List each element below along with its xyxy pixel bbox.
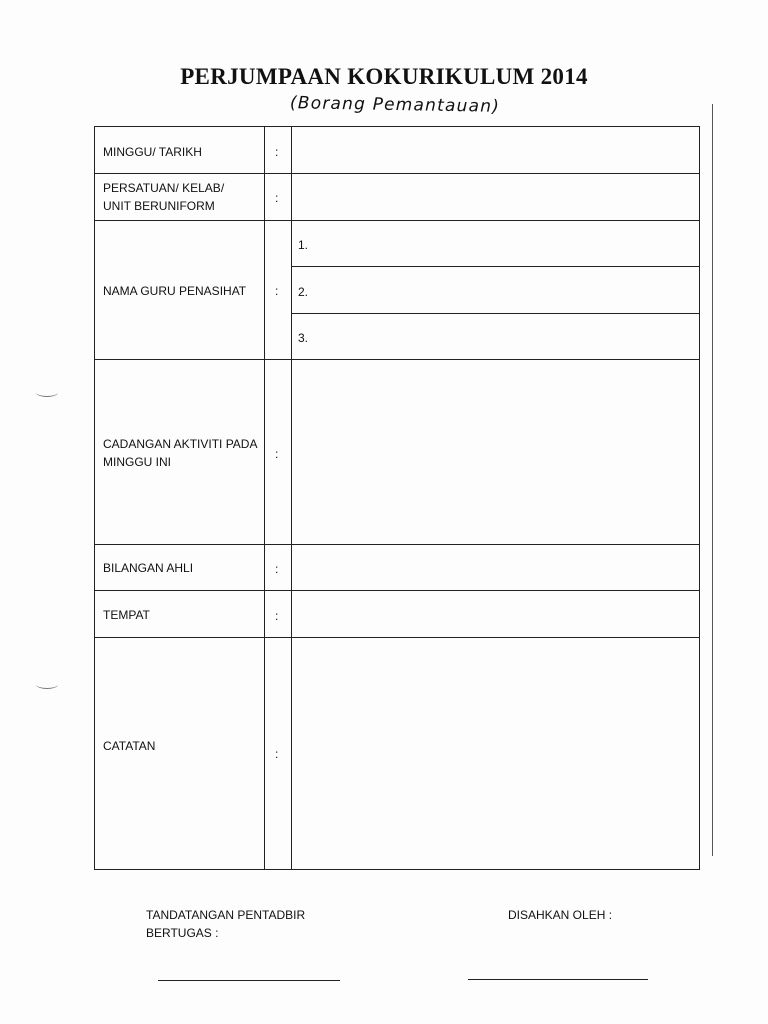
colon: : xyxy=(275,562,279,576)
label-minggu-tarikh: MINGGU/ TARIKH xyxy=(103,145,202,159)
monitoring-form-table xyxy=(94,126,700,870)
signature-line-pentadbir[interactable] xyxy=(158,980,340,981)
label-tempat: TEMPAT xyxy=(103,608,150,622)
colon: : xyxy=(275,284,279,298)
signature-label-pentadbir-2: BERTUGAS : xyxy=(146,926,219,940)
label-bilangan-ahli: BILANGAN AHLI xyxy=(103,561,194,575)
colon: : xyxy=(275,191,279,205)
colon: : xyxy=(275,447,279,461)
field-bilangan-ahli[interactable] xyxy=(292,545,699,590)
label-persatuan-1: PERSATUAN/ KELAB/ xyxy=(103,181,225,195)
guru-item-3[interactable]: 3. xyxy=(298,331,309,345)
punch-hole-mark xyxy=(36,680,58,689)
signature-line-disahkan[interactable] xyxy=(468,979,648,980)
field-minggu-tarikh[interactable] xyxy=(292,127,699,173)
guru-item-1[interactable]: 1. xyxy=(298,238,309,252)
label-cadangan-1: CADANGAN AKTIVITI PADA xyxy=(103,437,258,451)
row-divider xyxy=(95,220,699,221)
signature-label-pentadbir-1: TANDATANGAN PENTADBIR xyxy=(146,908,306,922)
colon: : xyxy=(275,145,279,159)
form-title: PERJUMPAAN KOKURIKULUM 2014 xyxy=(180,64,588,89)
signature-label-disahkan: DISAHKAN OLEH : xyxy=(508,908,613,922)
form-subtitle: (Borang Pemantauan) xyxy=(289,93,501,117)
field-catatan[interactable] xyxy=(292,638,699,869)
field-cadangan[interactable] xyxy=(292,360,699,544)
page-edge-shadow xyxy=(712,104,713,856)
label-cadangan-2: MINGGU INI xyxy=(103,455,171,469)
label-persatuan-2: UNIT BERUNIFORM xyxy=(103,199,215,213)
label-nama-guru: NAMA GURU PENASIHAT xyxy=(103,284,247,298)
colon: : xyxy=(275,609,279,623)
column-divider-label xyxy=(264,127,265,869)
punch-hole-mark xyxy=(36,388,58,397)
field-persatuan[interactable] xyxy=(292,174,699,220)
field-tempat[interactable] xyxy=(292,591,699,637)
colon: : xyxy=(275,747,279,761)
subrow-divider xyxy=(291,313,699,314)
guru-item-2[interactable]: 2. xyxy=(298,285,309,299)
subrow-divider xyxy=(291,266,699,267)
label-catatan: CATATAN xyxy=(103,739,156,753)
